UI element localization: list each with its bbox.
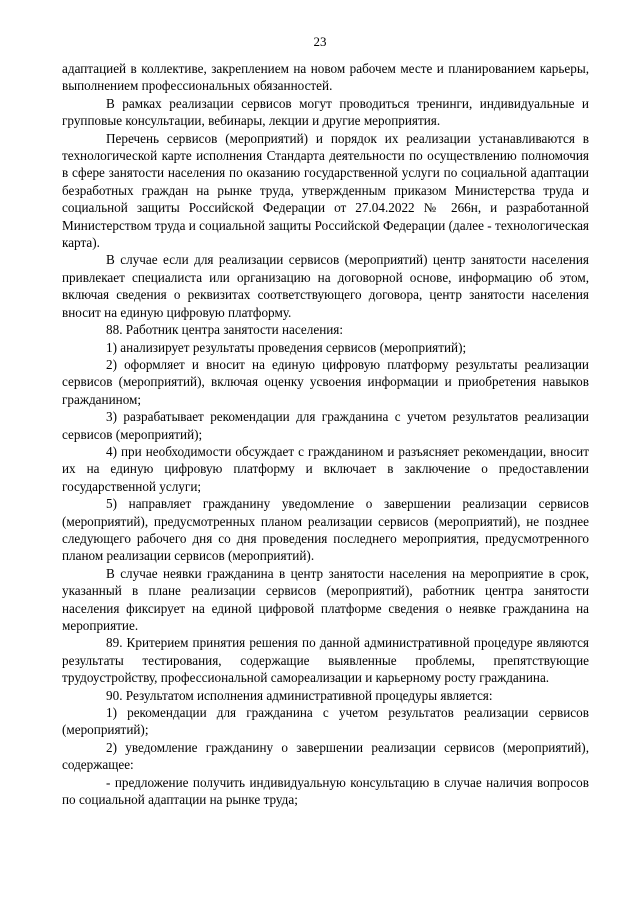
list-item: 2) уведомление гражданину о завершении реализации сервисов (мероприятий), содержащее: — [62, 739, 589, 773]
paragraph: 90. Результатом исполнения административной процедуры является: — [106, 687, 493, 703]
paragraph: В случае если для реализации сервисов (мероприятий) центр занятости населения привлекает специалиста или организацию на договорной основе, информацию об этом, включая сведения о реквизитах соответствующего договора, центр занятости населения вносит на единую цифровую платформу. — [62, 252, 589, 320]
paragraph: 88. Работник центра занятости населения: — [106, 322, 344, 338]
list-item: 2) оформляет и вносит на единую цифровую платформу результаты реализации сервисов (мероприятий), включая оценку усвоения информации и приобретения навыков гражданином; — [62, 356, 589, 407]
paragraph: В рамках реализации сервисов могут проводиться тренинги, индивидуальные и групповые консультации, вебинары, лекции и другие мероприятия. — [62, 95, 589, 129]
list-item: 5) направляет гражданину уведомление о завершении реализации сервисов (мероприятий), предусмотренных планом реализации сервисов (мероприятий), не позднее следующего рабочего дня со дня проведения последнего мероприятия, предусмотренного планом реализации сервисов (мероприятий). — [62, 496, 589, 564]
paragraph: Перечень сервисов (мероприятий) и порядок их реализации устанавливаются в технологической карте исполнения Стандарта деятельности по осуществлению полномочия в сфере занятости населения по оказанию государственной услуги по социальной адаптации безработных граждан на рынке труда, утвержденным приказом Министерства труда и социальной защиты Российской Федерации от 27.04.2022 № 266н, и разработанной Министерством труда и социальной защиты Российской Федерации (далее - технологическая карта). — [62, 130, 589, 251]
page-number: 23 — [313, 34, 327, 49]
paragraph: В случае неявки гражданина в центр занятости населения на мероприятие в срок, указанный в плане реализации сервисов (мероприятий), работник центра занятости населения фиксирует на единой цифровой платформе сведения о неявке гражданина на мероприятие. — [62, 565, 589, 633]
list-item: 1) анализирует результаты проведения сервисов (мероприятий); — [106, 339, 467, 355]
document-body — [62, 60, 589, 808]
list-item: 3) разрабатывает рекомендации для гражданина с учетом результатов реализации сервисов (мероприятий); — [62, 409, 589, 442]
list-item: - предложение получить индивидуальную консультацию в случае наличия вопросов по социальной адаптации на рынке труда; — [62, 774, 589, 808]
paragraph: 89. Критерием принятия решения по данной административной процедуре являются результаты тестирования, содержащие выявленные проблемы, препятствующие трудоустройству, профессиональной самореализации и карьерному росту гражданина. — [62, 635, 589, 686]
list-item: 4) при необходимости обсуждает с гражданином и разъясняет рекомендации, вносит их на единую цифровую платформу и включает в заключение о предоставлении государственной услуги; — [62, 443, 589, 494]
list-item: 1) рекомендации для гражданина с учетом результатов реализации сервисов (мероприятий); — [62, 705, 589, 738]
paragraph: адаптацией в коллективе, закреплением на новом рабочем месте и планированием карьеры, выполнением профессиональных обязанностей. — [62, 61, 589, 94]
